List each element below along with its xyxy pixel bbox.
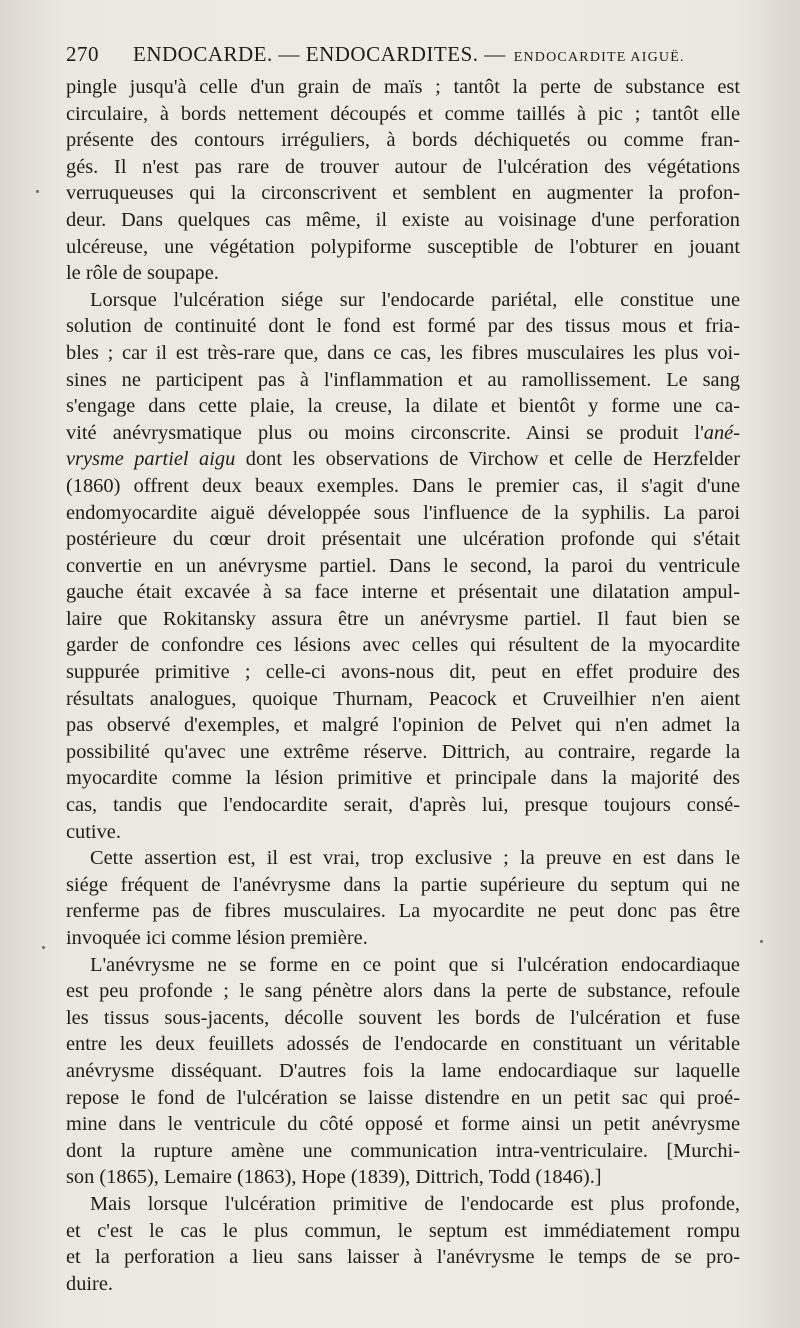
- paragraph-start-line: Cette assertion est, il est vrai, trop exclusive ; la preuve en est dans le: [90, 847, 740, 870]
- text-line: gauche était excavée à sa face interne et présentait une dilatation ampul-: [66, 581, 740, 604]
- text-line: sines ne participent pas à l'inflammation et au ramollissement. Le sang: [66, 368, 740, 391]
- text-line: gés. Il n'est pas rare de trouver autour de l'ulcération des végétations: [66, 155, 740, 178]
- paragraph-start-line: L'anévrysme ne se forme en ce point que si l'ulcération endocardiaque: [90, 953, 740, 976]
- margin-speck: [42, 946, 45, 949]
- margin-speck: [36, 190, 39, 193]
- page-number: 270: [66, 42, 99, 66]
- text-line: verruqueuses qui la circonscrivent et semblent en augmenter la profon-: [66, 182, 740, 205]
- text-line: anévrysme disséquant. D'autres fois la lame endocardiaque sur laquelle: [66, 1059, 740, 1082]
- body-text: [66, 74, 740, 1297]
- running-head: [66, 42, 740, 76]
- text-line: garder de confondre ces lésions avec celles qui résultent de la myocardite: [66, 634, 740, 657]
- text-line-with-italic: [66, 446, 740, 473]
- text-line: convertie en un anévrysme partiel. Dans le second, la paroi du ventricule: [66, 554, 740, 577]
- text-line: suppurée primitive ; celle-ci avons-nous dit, peut en effet produire des: [66, 661, 740, 684]
- text-line: endomyocardite aiguë développée sous l'influence de la syphilis. La paroi: [66, 501, 740, 524]
- text-line: pas observé d'exemples, et malgré l'opinion de Pelvet qui n'en admet la: [66, 714, 740, 737]
- paragraph-end-line: cutive.: [66, 820, 121, 843]
- text-line: pingle jusqu'à celle d'un grain de maïs ; tantôt la perte de substance est: [66, 76, 740, 98]
- paragraph-end-line: le rôle de soupape.: [66, 262, 219, 285]
- text-line: et c'est le cas le plus commun, le septum est immédiatement rompu: [66, 1219, 740, 1242]
- paragraph-end-line: duire.: [66, 1272, 113, 1295]
- text-line: dont la rupture amène une communication intra-ventriculaire. [Murchi-: [66, 1139, 740, 1162]
- text-line: ulcéreuse, une végétation polypiforme susceptible de l'obturer en jouant: [66, 235, 740, 258]
- text-line: circulaire, à bords nettement découpés et comme taillés à pic ; tantôt elle: [66, 102, 740, 125]
- text-line: cas, tandis que l'endocardite serait, d'après lui, presque toujours consé-: [66, 794, 740, 817]
- text-line: les tissus sous-jacents, décolle souvent les bords de l'ulcération et fuse: [66, 1006, 740, 1029]
- text-line: laire que Rokitansky assura être un anévrysme partiel. Il faut bien se: [66, 607, 740, 630]
- text-line: siége fréquent de l'anévrysme dans la partie supérieure du septum qui ne: [66, 873, 740, 896]
- text-line: est peu profonde ; le sang pénètre alors dans la perte de substance, refoule: [66, 980, 740, 1003]
- text-line: solution de continuité dont le fond est formé par des tissus mous et fria-: [66, 315, 740, 338]
- text-line: présente des contours irréguliers, à bords déchiquetés ou comme fran-: [66, 129, 740, 152]
- text-fragment: vité anévrysmatique plus ou moins circonscrite. Ainsi se produit l': [66, 421, 704, 444]
- text-line: bles ; car il est très-rare que, dans ce cas, les fibres musculaires les plus voi-: [66, 341, 740, 364]
- paragraph-start-line: Lorsque l'ulcération siége sur l'endocarde pariétal, elle constitue une: [90, 288, 740, 311]
- running-title: ENDOCARDE. — ENDOCARDITES. —: [133, 42, 506, 66]
- italic-term: vrysme partiel aigu: [66, 448, 236, 471]
- margin-speck: [760, 940, 763, 943]
- text-line: repose le fond de l'ulcération se laisse distendre en un petit sac qui proé-: [66, 1086, 740, 1109]
- running-subtitle: ENDOCARDITE AIGUË.: [513, 50, 685, 65]
- text-line: et la perforation a lieu sans laisser à l'anévrysme le temps de se pro-: [66, 1246, 740, 1269]
- text-fragment: dont les observations de Virchow et celle de Herzfelder: [235, 448, 740, 471]
- text-line: entre les deux feuillets adossés de l'endocarde en constituant un véritable: [66, 1033, 740, 1056]
- text-line: postérieure du cœur droit présentait une ulcération profonde qui s'était: [66, 528, 740, 551]
- text-line: deur. Dans quelques cas même, il existe au voisinage d'une perforation: [66, 208, 740, 231]
- text-line-with-italic: [66, 420, 740, 447]
- text-line: myocardite comme la lésion primitive et principale dans la majorité des: [66, 767, 740, 790]
- italic-fragment: ané-: [703, 421, 740, 444]
- text-line: renferme pas de fibres musculaires. La myocardite ne peut donc pas être: [66, 900, 740, 923]
- paragraph-start-line: Mais lorsque l'ulcération primitive de l'endocarde est plus profonde,: [90, 1192, 740, 1215]
- text-line: s'engage dans cette plaie, la creuse, la dilate et bientôt y forme une ca-: [66, 395, 740, 418]
- text-line: (1860) offrent deux beaux exemples. Dans le premier cas, il s'agit d'une: [66, 474, 740, 497]
- text-line: possibilité qu'avec une extrême réserve. Dittrich, au contraire, regarde la: [66, 740, 740, 763]
- paragraph-end-line: son (1865), Lemaire (1863), Hope (1839), Dittrich, Todd (1846).]: [66, 1166, 602, 1189]
- paragraph-end-line: invoquée ici comme lésion première.: [66, 927, 368, 949]
- text-line: mine dans le ventricule du côté opposé et forme ainsi un petit anévrysme: [66, 1113, 740, 1136]
- text-line: résultats analogues, quoique Thurnam, Peacock et Cruveilhier n'en aient: [66, 687, 740, 710]
